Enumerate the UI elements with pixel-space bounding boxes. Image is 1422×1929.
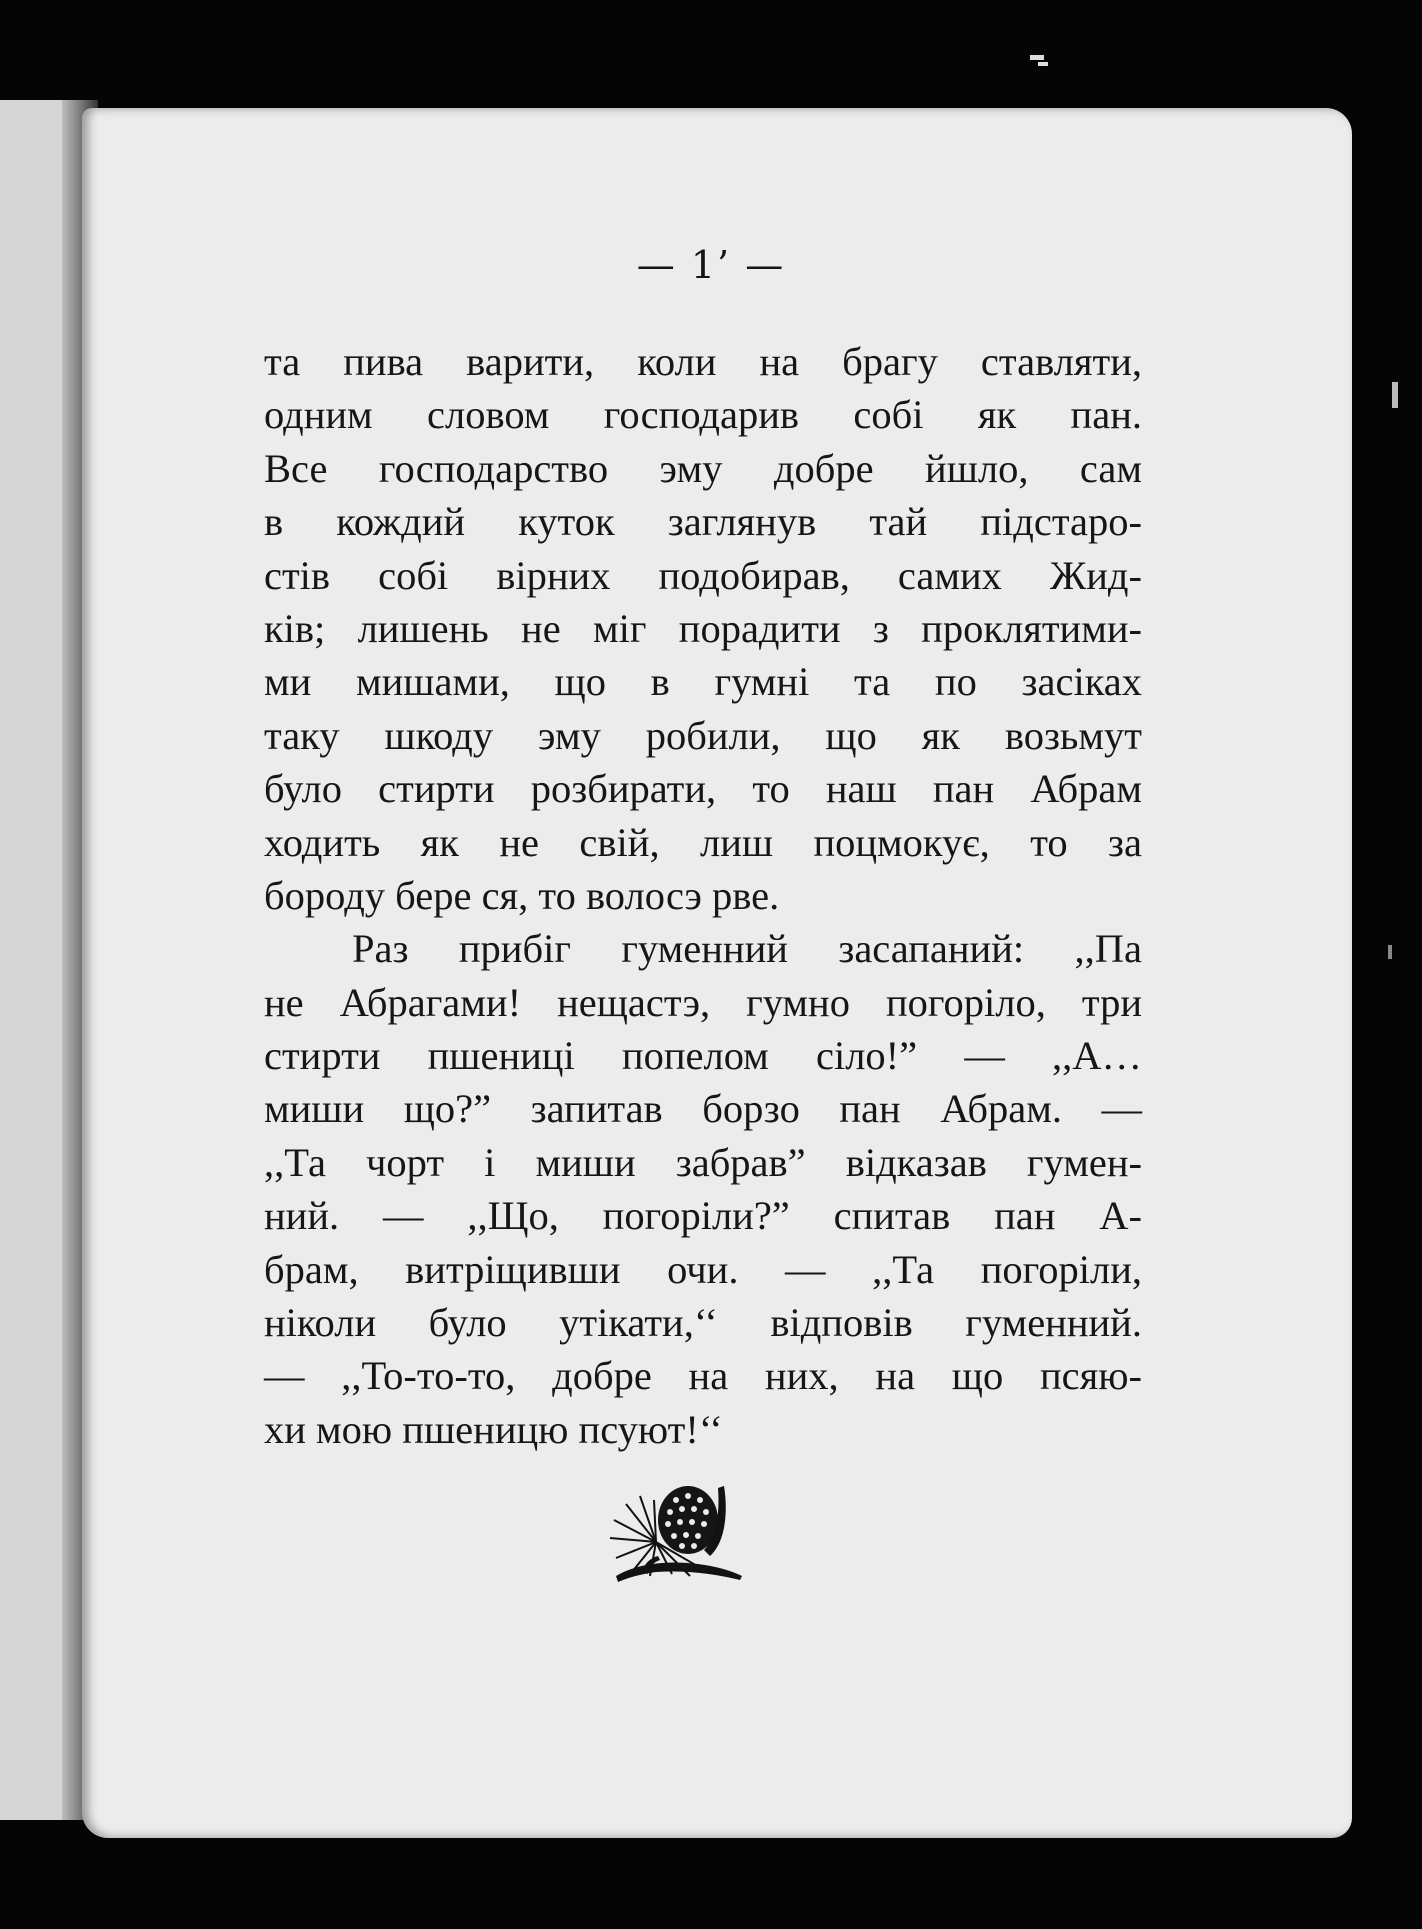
text-line: ний. — ,,Що, погоріли?” спитав пан А- — [264, 1193, 1142, 1239]
text-line: миши що?” запитав борзо пан Абрам. — — [264, 1086, 1142, 1132]
text-line: ми мишами, що в гумні та по засіках — [264, 659, 1142, 705]
text-line: ходить як не свій, лиш поцмокує, то за — [264, 819, 1142, 865]
scan-speck — [1030, 55, 1044, 60]
scan-speck — [1038, 62, 1048, 66]
text-line: стів собі вірних подобирав, самих Жид- — [264, 552, 1142, 598]
text-line: Раз прибіг гуменний засапаний: ,,Па — [352, 926, 1142, 972]
text-line: в кождий куток заглянув тай підстаро- — [264, 499, 1142, 545]
text-line: брам, витріщивши очи. — ,,Та погоріли, — [264, 1246, 1142, 1292]
page-body-text — [264, 335, 1142, 1456]
text-line: одним словом господарив собі як пан. — [264, 392, 1142, 438]
page-number: — 1’ — — [636, 243, 786, 287]
text-line: бороду бере ся, то волосэ рве. — [264, 872, 780, 918]
text-line: не Абрагами! нещастэ, гумно погоріло, три — [264, 979, 1142, 1025]
scan-speck — [1392, 382, 1398, 408]
text-line: ніколи було утікати,‘‘ відповів гуменний. — [264, 1300, 1142, 1346]
text-line: ,,Та чорт і миши забрав” відказав гумен- — [264, 1139, 1142, 1185]
scan-speck — [1388, 945, 1392, 959]
text-line: таку шкоду эму робили, що як возьмут — [264, 712, 1142, 758]
pine-cone-vignette-icon — [606, 1480, 746, 1584]
text-line: хи мою пшеницю псуют!‘‘ — [264, 1406, 723, 1452]
text-line: ків; лишень не міг порадити з проклятими- — [264, 605, 1142, 651]
text-line: — ,,То-то-то, добре на них, на що псяю- — [264, 1353, 1142, 1399]
text-line: було стирти розбирати, то наш пан Абрам — [264, 766, 1142, 812]
text-line: стирти пшениці попелом сіло!” — ,,А… — [264, 1033, 1142, 1079]
text-line: Все господарство эму добре йшло, сам — [264, 445, 1142, 491]
text-line: та пива варити, коли на брагу ставляти, — [264, 339, 1142, 384]
